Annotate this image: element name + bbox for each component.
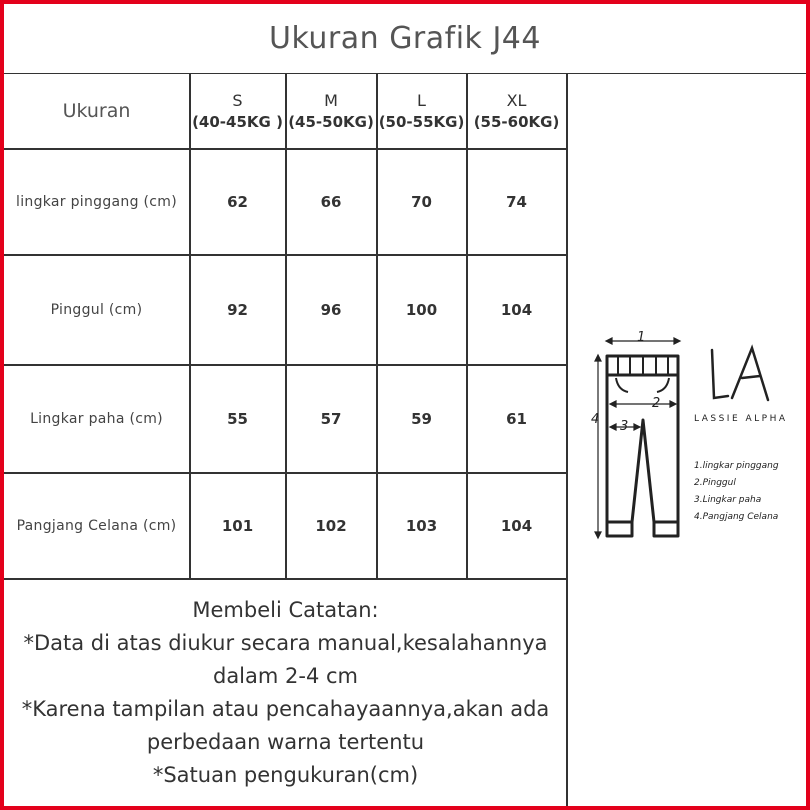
marker-thigh: 3	[620, 419, 629, 434]
size-header-m	[286, 74, 376, 148]
table-cell: 55	[227, 409, 248, 428]
notes-line: *Satuan pengukuran(cm)	[152, 763, 419, 787]
notes-line: *Karena tampilan atau pencahayaannya,akan ada	[21, 697, 550, 721]
marker-hip: 2	[652, 396, 661, 411]
table-cell: 61	[506, 409, 527, 428]
legend-item: 4.Pangjang Celana	[694, 512, 779, 522]
row-label-thigh: Lingkar paha (cm)	[30, 410, 163, 427]
diagram-legend	[694, 458, 779, 526]
size-weight: (45-50KG)	[288, 112, 374, 131]
table-cell: 101	[221, 516, 254, 535]
size-name: XL	[506, 90, 527, 110]
table-cell: 103	[405, 516, 438, 535]
size-header-l	[377, 74, 466, 148]
table-cell: 102	[315, 516, 347, 535]
table-cell: 59	[411, 409, 432, 428]
row-label-length: Pangjang Celana (cm)	[16, 517, 177, 534]
notes-heading: Membeli Catatan:	[192, 598, 379, 622]
size-weight: (50-55KG)	[378, 112, 465, 131]
table-cell: 57	[320, 409, 342, 428]
size-name: M	[324, 90, 338, 110]
size-weight: (55-60KG)	[473, 112, 560, 131]
legend-item: 2.Pinggul	[694, 478, 736, 488]
size-name: S	[232, 90, 243, 110]
size-header-s	[190, 74, 285, 148]
table-cell: 70	[411, 192, 432, 211]
marker-length: 4	[591, 412, 600, 427]
table-cell: 104	[500, 300, 533, 319]
notes-line: dalam 2-4 cm	[212, 664, 358, 688]
table-cell: 100	[405, 300, 438, 319]
table-cell: 62	[227, 192, 248, 211]
table-cell: 74	[506, 192, 527, 211]
notes-line: *Data di atas diukur secara manual,kesalahannya	[23, 631, 548, 655]
header-label: Ukuran	[62, 100, 131, 122]
row-label-waist: lingkar pinggang (cm)	[16, 193, 177, 210]
notes-line: perbedaan warna tertentu	[146, 730, 425, 754]
table-cell: 92	[227, 300, 248, 319]
size-name: L	[417, 90, 426, 110]
notes-section	[4, 580, 567, 806]
table-cell: 96	[320, 300, 342, 319]
legend-item: 1.lingkar pinggang	[694, 461, 779, 471]
legend-item: 3.Lingkar paha	[694, 495, 762, 505]
page-title: Ukuran Grafik J44	[4, 4, 806, 74]
table-cell: 66	[320, 192, 342, 211]
size-header-xl	[467, 74, 566, 148]
brand-name: LASSIE ALPHA	[694, 414, 788, 424]
table-cell: 104	[500, 516, 533, 535]
marker-waist: 1	[637, 330, 646, 345]
row-label-hip: Pinggul (cm)	[50, 301, 143, 318]
size-weight: (40-45KG )	[192, 112, 283, 131]
